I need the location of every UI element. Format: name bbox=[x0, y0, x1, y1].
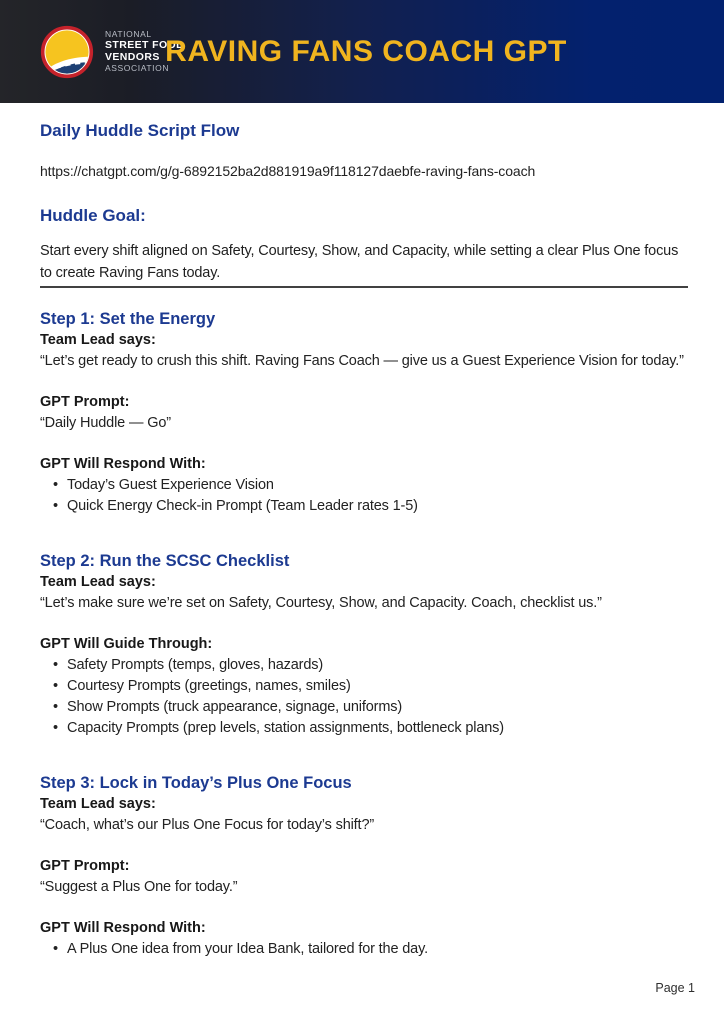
step-3-section bbox=[40, 772, 688, 960]
page-number-label: Page 1 bbox=[655, 981, 695, 995]
gpt-prompt-quote: “Daily Huddle — Go” bbox=[40, 415, 171, 431]
logo-line-street-food: STREET FOOD bbox=[105, 39, 185, 51]
team-lead-quote: “Let’s get ready to crush this shift. Raving Fans Coach — give us a Guest Experience Vision for today.” bbox=[40, 353, 684, 369]
logo-sun-road-icon bbox=[40, 25, 94, 79]
gpt-respond-label: GPT Will Respond With: bbox=[40, 920, 206, 936]
step-1-bullet-list bbox=[40, 475, 688, 517]
doc-title: Daily Huddle Script Flow bbox=[40, 121, 240, 140]
step-1-team-lead-block bbox=[40, 330, 688, 372]
logo-line-national: NATIONAL bbox=[105, 28, 152, 39]
list-item: • Capacity Prompts (prep levels, station assignments, bottleneck plans) bbox=[40, 718, 688, 739]
step-3-heading: Step 3: Lock in Today’s Plus One Focus bbox=[40, 774, 352, 792]
list-item: • Safety Prompts (temps, gloves, hazards) bbox=[40, 655, 688, 676]
step-3-bullet-list bbox=[40, 939, 688, 960]
list-item: • A Plus One idea from your Idea Bank, tailored for the day. bbox=[40, 939, 688, 960]
gpt-url-link[interactable]: https://chatgpt.com/g/g-6892152ba2d881919a9f118127daebfe-raving-fans-coach bbox=[40, 163, 536, 179]
step-1-gpt-prompt-block bbox=[40, 392, 688, 434]
team-lead-label: Team Lead says: bbox=[40, 574, 156, 590]
step-2-heading: Step 2: Run the SCSC Checklist bbox=[40, 552, 290, 570]
list-item: • Courtesy Prompts (greetings, names, smiles) bbox=[40, 676, 688, 697]
step-1-section bbox=[40, 308, 688, 517]
step-2-section bbox=[40, 550, 688, 739]
list-item: • Today’s Guest Experience Vision bbox=[40, 475, 688, 496]
step-2-bullet-list bbox=[40, 655, 688, 739]
team-lead-quote: “Coach, what’s our Plus One Focus for today’s shift?” bbox=[40, 817, 375, 833]
association-logo bbox=[40, 25, 184, 79]
team-lead-label: Team Lead says: bbox=[40, 796, 156, 812]
step-3-gpt-response-block bbox=[40, 918, 688, 960]
list-item: • Quick Energy Check-in Prompt (Team Leader rates 1-5) bbox=[40, 496, 688, 517]
gpt-guide-label: GPT Will Guide Through: bbox=[40, 636, 213, 652]
step-2-gpt-guide-block bbox=[40, 634, 688, 739]
team-lead-label: Team Lead says: bbox=[40, 332, 156, 348]
document-content bbox=[0, 103, 724, 960]
step-1-gpt-response-block bbox=[40, 454, 688, 517]
step-2-team-lead-block bbox=[40, 572, 688, 614]
team-lead-quote: “Let’s make sure we’re set on Safety, Courtesy, Show, and Capacity. Coach, checklist us.” bbox=[40, 595, 602, 611]
step-3-gpt-prompt-block bbox=[40, 856, 688, 898]
gpt-prompt-quote: “Suggest a Plus One for today.” bbox=[40, 879, 238, 895]
page-title: RAVING FANS COACH GPT bbox=[165, 34, 567, 68]
header-band bbox=[0, 0, 724, 103]
gpt-prompt-label: GPT Prompt: bbox=[40, 858, 130, 874]
logo-line-vendors: VENDORS bbox=[105, 50, 160, 63]
gpt-prompt-label: GPT Prompt: bbox=[40, 394, 130, 410]
step-1-heading: Step 1: Set the Energy bbox=[40, 310, 216, 328]
logo-line-association: ASSOCIATION bbox=[105, 63, 170, 73]
huddle-goal-heading: Huddle Goal: bbox=[40, 206, 146, 225]
gpt-respond-label: GPT Will Respond With: bbox=[40, 456, 206, 472]
huddle-goal-text: Start every shift aligned on Safety, Courtesy, Show, and Capacity, while setting a clear Plus One focus to create Raving Fans today. bbox=[40, 243, 679, 281]
list-item: • Show Prompts (truck appearance, signage, uniforms) bbox=[40, 697, 688, 718]
step-3-team-lead-block bbox=[40, 794, 688, 836]
section-divider bbox=[40, 286, 688, 288]
